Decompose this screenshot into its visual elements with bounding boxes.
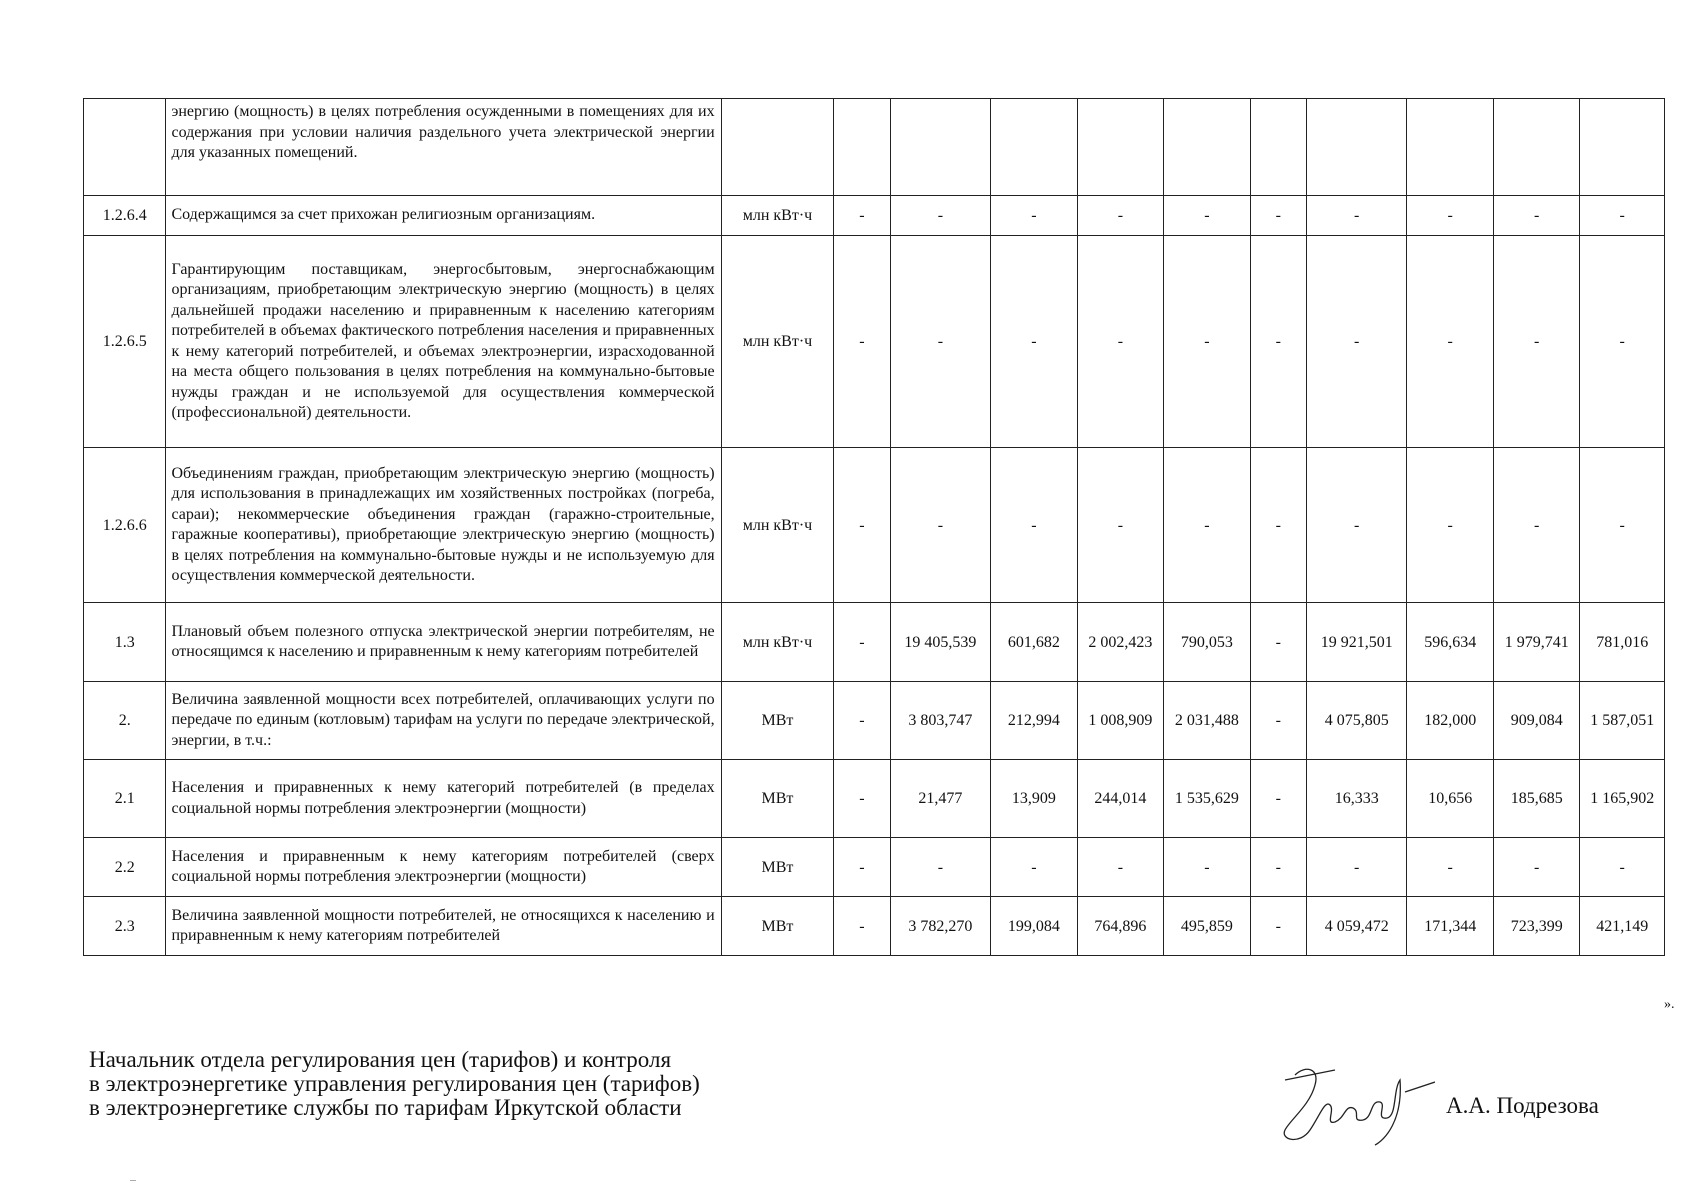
- value-cell: 19 405,539: [890, 603, 991, 682]
- value-cell: [1077, 99, 1163, 196]
- value-cell: 3 803,747: [890, 682, 991, 760]
- value-cell: -: [1250, 682, 1306, 760]
- value-cell: 182,000: [1407, 682, 1493, 760]
- signatory-title-line: в электроэнергетике службы по тарифам Иркутской области: [89, 1095, 682, 1120]
- value-cell: [1407, 99, 1493, 196]
- value-cell: -: [834, 838, 890, 897]
- row-code: 1.2.6.5: [84, 236, 166, 448]
- value-cell: -: [1077, 448, 1163, 603]
- value-cell: -: [1407, 196, 1493, 236]
- value-cell: -: [1493, 196, 1579, 236]
- row-unit: млн кВт·ч: [721, 236, 834, 448]
- value-cell: -: [1580, 448, 1665, 603]
- value-cell: 790,053: [1164, 603, 1250, 682]
- value-cell: -: [991, 236, 1077, 448]
- signatory-title-line: Начальник отдела регулирования цен (тарифов) и контроля: [89, 1047, 672, 1072]
- value-cell: -: [1306, 236, 1407, 448]
- table-row: [84, 196, 1665, 236]
- value-cell: -: [834, 236, 890, 448]
- row-unit: млн кВт·ч: [721, 196, 834, 236]
- value-cell: -: [834, 682, 890, 760]
- value-cell: -: [1250, 448, 1306, 603]
- row-description: энергию (мощность) в целях потребления осужденными в помещениях для их содержания при условии наличия раздельного учета электрической энергии для указанных помещений.: [166, 99, 721, 196]
- value-cell: [1164, 99, 1250, 196]
- row-description: Населения и приравненным к нему категориям потребителей (сверх социальной нормы потребления электроэнергии (мощности): [166, 838, 721, 897]
- table-row: [84, 760, 1665, 838]
- value-cell: -: [1493, 448, 1579, 603]
- value-cell: -: [991, 838, 1077, 897]
- tariff-table: [83, 98, 1665, 956]
- table-row: [84, 236, 1665, 448]
- value-cell: -: [1250, 236, 1306, 448]
- value-cell: -: [1164, 838, 1250, 897]
- value-cell: [1250, 99, 1306, 196]
- value-cell: 185,685: [1493, 760, 1579, 838]
- row-code: 1.2.6.4: [84, 196, 166, 236]
- closing-quote: ».: [1664, 997, 1675, 1012]
- signatory-title-line: в электроэнергетике управления регулирования цен (тарифов): [89, 1071, 700, 1096]
- table-row: [84, 838, 1665, 897]
- value-cell: -: [890, 838, 991, 897]
- signatory-title: [89, 1048, 849, 1120]
- value-cell: -: [1580, 196, 1665, 236]
- handwritten-signature: [1275, 1060, 1435, 1150]
- table-row: [84, 448, 1665, 603]
- value-cell: -: [1250, 897, 1306, 956]
- value-cell: -: [1164, 236, 1250, 448]
- value-cell: 10,656: [1407, 760, 1493, 838]
- value-cell: -: [1077, 196, 1163, 236]
- row-description: Населения и приравненных к нему категорий потребителей (в пределах социальной нормы потребления электроэнергии (мощности): [166, 760, 721, 838]
- value-cell: -: [1407, 838, 1493, 897]
- value-cell: -: [1580, 838, 1665, 897]
- value-cell: 781,016: [1580, 603, 1665, 682]
- value-cell: -: [834, 196, 890, 236]
- row-unit: МВт: [721, 682, 834, 760]
- value-cell: 4 059,472: [1306, 897, 1407, 956]
- value-cell: -: [890, 448, 991, 603]
- value-cell: 723,399: [1493, 897, 1579, 956]
- value-cell: 4 075,805: [1306, 682, 1407, 760]
- value-cell: 2 002,423: [1077, 603, 1163, 682]
- value-cell: -: [834, 603, 890, 682]
- value-cell: -: [1250, 760, 1306, 838]
- value-cell: 3 782,270: [890, 897, 991, 956]
- value-cell: 13,909: [991, 760, 1077, 838]
- value-cell: -: [991, 448, 1077, 603]
- value-cell: 495,859: [1164, 897, 1250, 956]
- value-cell: 16,333: [1306, 760, 1407, 838]
- row-unit: млн кВт·ч: [721, 448, 834, 603]
- value-cell: -: [834, 448, 890, 603]
- value-cell: 764,896: [1077, 897, 1163, 956]
- value-cell: -: [890, 236, 991, 448]
- row-description: Гарантирующим поставщикам, энергосбытовым, энергоснабжающим организациям, приобретающим электрическую энергию (мощность) в целях дальнейшей продажи населению и приравненным к населению категориям потребителей в объемах фактического потребления населения и приравненных к нему категорий потребителей, и объемах электроэнергии, израсходованной на места общего пользования в целях потребления на коммунально-бытовые нужды граждан и не используемой для осуществления коммерческой (профессиональной) деятельности.: [166, 236, 721, 448]
- value-cell: 1 535,629: [1164, 760, 1250, 838]
- row-unit: МВт: [721, 838, 834, 897]
- signer-name: А.А. Подрезова: [1446, 1093, 1599, 1118]
- value-cell: -: [1077, 236, 1163, 448]
- value-cell: 212,994: [991, 682, 1077, 760]
- value-cell: 909,084: [1493, 682, 1579, 760]
- value-cell: 1 979,741: [1493, 603, 1579, 682]
- value-cell: [890, 99, 991, 196]
- value-cell: -: [1306, 196, 1407, 236]
- table-row: [84, 897, 1665, 956]
- value-cell: 601,682: [991, 603, 1077, 682]
- table-row: [84, 603, 1665, 682]
- value-cell: 1 587,051: [1580, 682, 1665, 760]
- value-cell: [991, 99, 1077, 196]
- row-unit: МВт: [721, 897, 834, 956]
- value-cell: [834, 99, 890, 196]
- value-cell: -: [834, 897, 890, 956]
- value-cell: -: [1407, 448, 1493, 603]
- value-cell: 19 921,501: [1306, 603, 1407, 682]
- value-cell: -: [1580, 236, 1665, 448]
- value-cell: -: [1077, 838, 1163, 897]
- value-cell: -: [991, 196, 1077, 236]
- row-description: Величина заявленной мощности всех потребителей, оплачивающих услуги по передаче по единым (котловым) тарифам на услуги по передаче электрической, энергии, в т.ч.:: [166, 682, 721, 760]
- row-description: Плановый объем полезного отпуска электрической энергии потребителям, не относящимся к населению и приравненным к нему категориям потребителей: [166, 603, 721, 682]
- row-code: 2.2: [84, 838, 166, 897]
- value-cell: [1493, 99, 1579, 196]
- value-cell: -: [1306, 838, 1407, 897]
- table-row: [84, 682, 1665, 760]
- value-cell: [1580, 99, 1665, 196]
- row-unit: млн кВт·ч: [721, 603, 834, 682]
- value-cell: -: [1407, 236, 1493, 448]
- row-code: 1.2.6.6: [84, 448, 166, 603]
- value-cell: 2 031,488: [1164, 682, 1250, 760]
- value-cell: -: [1250, 603, 1306, 682]
- value-cell: 199,084: [991, 897, 1077, 956]
- margin-mark: [130, 1180, 136, 1181]
- row-description: Объединениям граждан, приобретающим электрическую энергию (мощность) для использования в принадлежащих им хозяйственных постройках (погреба, сараи); некоммерческие объединения граждан (гаражно-строительные, гаражные кооперативы), приобретающие электрическую энергию (мощность) в целях потребления на коммунально-бытовые нужды и не используемую для осуществления коммерческой деятельности.: [166, 448, 721, 603]
- row-description: Величина заявленной мощности потребителей, не относящихся к населению и приравненным к нему категориям потребителей: [166, 897, 721, 956]
- value-cell: -: [1250, 838, 1306, 897]
- value-cell: -: [1164, 448, 1250, 603]
- value-cell: -: [834, 760, 890, 838]
- value-cell: 244,014: [1077, 760, 1163, 838]
- row-code: 1.3: [84, 603, 166, 682]
- value-cell: 21,477: [890, 760, 991, 838]
- row-unit: МВт: [721, 760, 834, 838]
- table-row: [84, 99, 1665, 196]
- value-cell: [1306, 99, 1407, 196]
- value-cell: -: [1493, 838, 1579, 897]
- value-cell: 1 165,902: [1580, 760, 1665, 838]
- value-cell: -: [1306, 448, 1407, 603]
- value-cell: -: [1250, 196, 1306, 236]
- value-cell: -: [1493, 236, 1579, 448]
- value-cell: 421,149: [1580, 897, 1665, 956]
- row-unit: [721, 99, 834, 196]
- row-code: 2.3: [84, 897, 166, 956]
- row-description: Содержащимся за счет прихожан религиозным организациям.: [166, 196, 721, 236]
- value-cell: 1 008,909: [1077, 682, 1163, 760]
- value-cell: 596,634: [1407, 603, 1493, 682]
- row-code: [84, 99, 166, 196]
- value-cell: -: [890, 196, 991, 236]
- value-cell: -: [1164, 196, 1250, 236]
- row-code: 2.1: [84, 760, 166, 838]
- value-cell: 171,344: [1407, 897, 1493, 956]
- row-code: 2.: [84, 682, 166, 760]
